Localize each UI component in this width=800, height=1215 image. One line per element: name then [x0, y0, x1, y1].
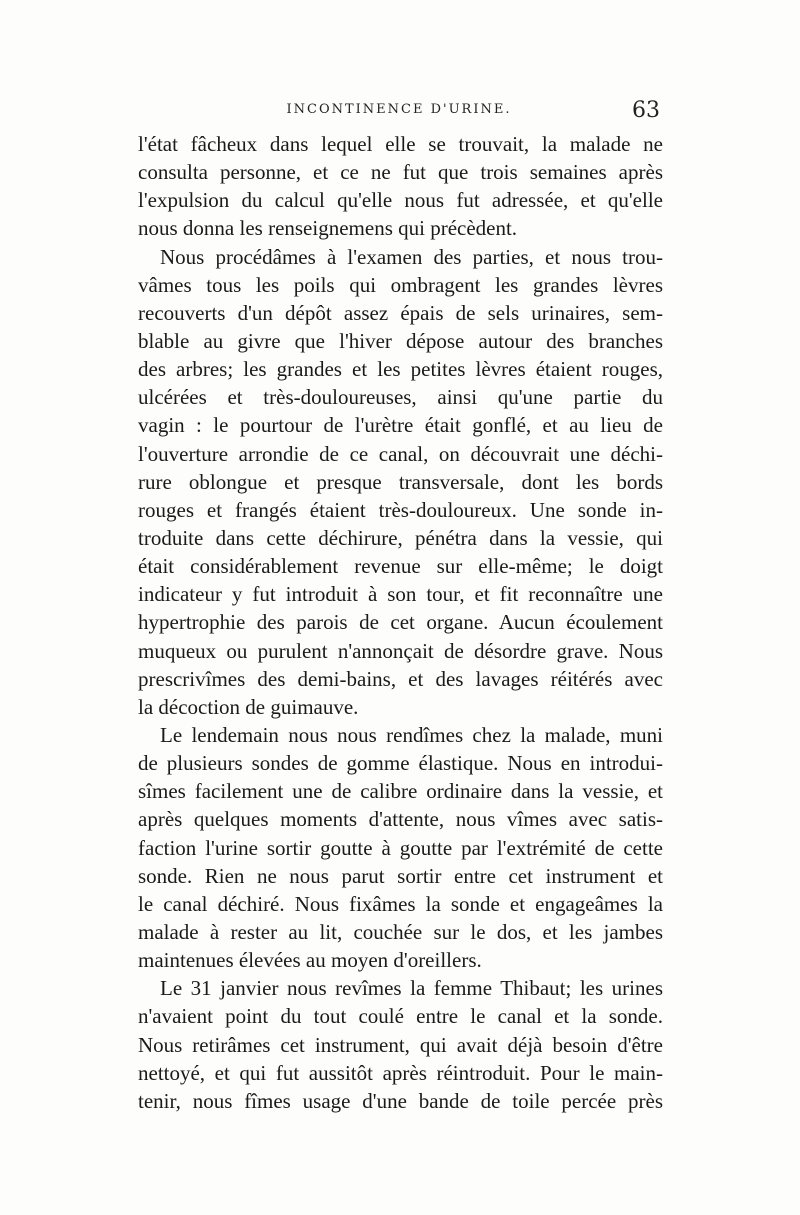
text-line: troduite dans cette déchirure, pénétra dans la vessie, qui — [138, 525, 663, 550]
text-line: tenir, nous fîmes usage d'une bande de toile percée près — [138, 1088, 663, 1113]
paragraph — [138, 243, 663, 721]
text-line: faction l'urine sortir goutte à goutte par l'extrémité de cette — [138, 835, 663, 860]
page-header — [138, 98, 660, 126]
paragraph — [138, 130, 663, 243]
text-line: Le 31 janvier nous revîmes la femme Thibaut; les urines — [160, 976, 663, 1001]
text-line: après quelques moments d'attente, nous vîmes avec satis- — [138, 807, 663, 832]
text-line: était considérablement revenue sur elle-même; le doigt — [138, 554, 663, 579]
text-line: vâmes tous les poils qui ombragent les grandes lèvres — [138, 272, 663, 297]
text-line: consulta personne, et ce ne fut que trois semaines après — [138, 160, 663, 185]
text-line: rure oblongue et presque transversale, dont les bords — [138, 469, 663, 494]
text-line: ulcérées et très-douloureuses, ainsi qu'une partie du — [138, 385, 663, 410]
text-line: malade à rester au lit, couchée sur le dos, et les jambes — [138, 919, 663, 944]
text-line: la décoction de guimauve. — [138, 694, 359, 719]
text-line: de plusieurs sondes de gomme élastique. Nous en introdui- — [138, 751, 663, 776]
body-text — [138, 130, 663, 1115]
text-line: muqueux ou purulent n'annonçait de désordre grave. Nous — [138, 638, 663, 663]
text-line: l'état fâcheux dans lequel elle se trouvait, la malade ne — [138, 132, 663, 156]
text-line: l'expulsion du calcul qu'elle nous fut adressée, et qu'elle — [138, 188, 663, 213]
text-line: hypertrophie des parois de cet organe. Aucun écoulement — [138, 610, 663, 635]
text-line: maintenues élevées au moyen d'oreillers. — [138, 948, 482, 973]
paragraph — [138, 721, 663, 974]
text-line: le canal déchiré. Nous fixâmes la sonde et engageâmes la — [138, 891, 663, 916]
text-line: sîmes facilement une de calibre ordinaire dans la vessie, et — [138, 779, 663, 804]
text-line: indicateur y fut introduit à son tour, et fit reconnaître une — [138, 582, 663, 607]
text-line: Le lendemain nous nous rendîmes chez la malade, muni — [160, 722, 663, 747]
text-line: nous donna les renseignemens qui précèdent. — [138, 216, 518, 241]
text-line: des arbres; les grandes et les petites lèvres étaient rouges, — [138, 357, 663, 382]
text-line: n'avaient point du tout coulé entre le canal et la sonde. — [138, 1004, 663, 1029]
text-line: Nous retirâmes cet instrument, qui avait déjà besoin d'être — [138, 1032, 663, 1057]
text-line: prescrivîmes des demi-bains, et des lavages réitérés avec — [138, 666, 663, 691]
text-line: recouverts d'un dépôt assez épais de sels urinaires, sem- — [138, 300, 663, 325]
text-line: vagin : le pourtour de l'urètre était gonflé, et au lieu de — [138, 413, 663, 438]
text-line: l'ouverture arrondie de ce canal, on découvrait une déchi- — [138, 441, 663, 466]
text-line: Nous procédâmes à l'examen des parties, et nous trou- — [160, 244, 663, 269]
text-line: blable au givre que l'hiver dépose autour des branches — [138, 328, 663, 353]
text-line: rouges et frangés étaient très-douloureux. Une sonde in- — [138, 497, 663, 522]
page-number: 63 — [632, 98, 660, 123]
text-line: nettoyé, et qui fut aussitôt après réintroduit. Pour le main- — [138, 1060, 663, 1085]
running-title: INCONTINENCE D'URINE. — [286, 102, 512, 117]
text-line: sonde. Rien ne nous parut sortir entre cet instrument et — [138, 863, 663, 888]
paragraph — [138, 974, 663, 1115]
